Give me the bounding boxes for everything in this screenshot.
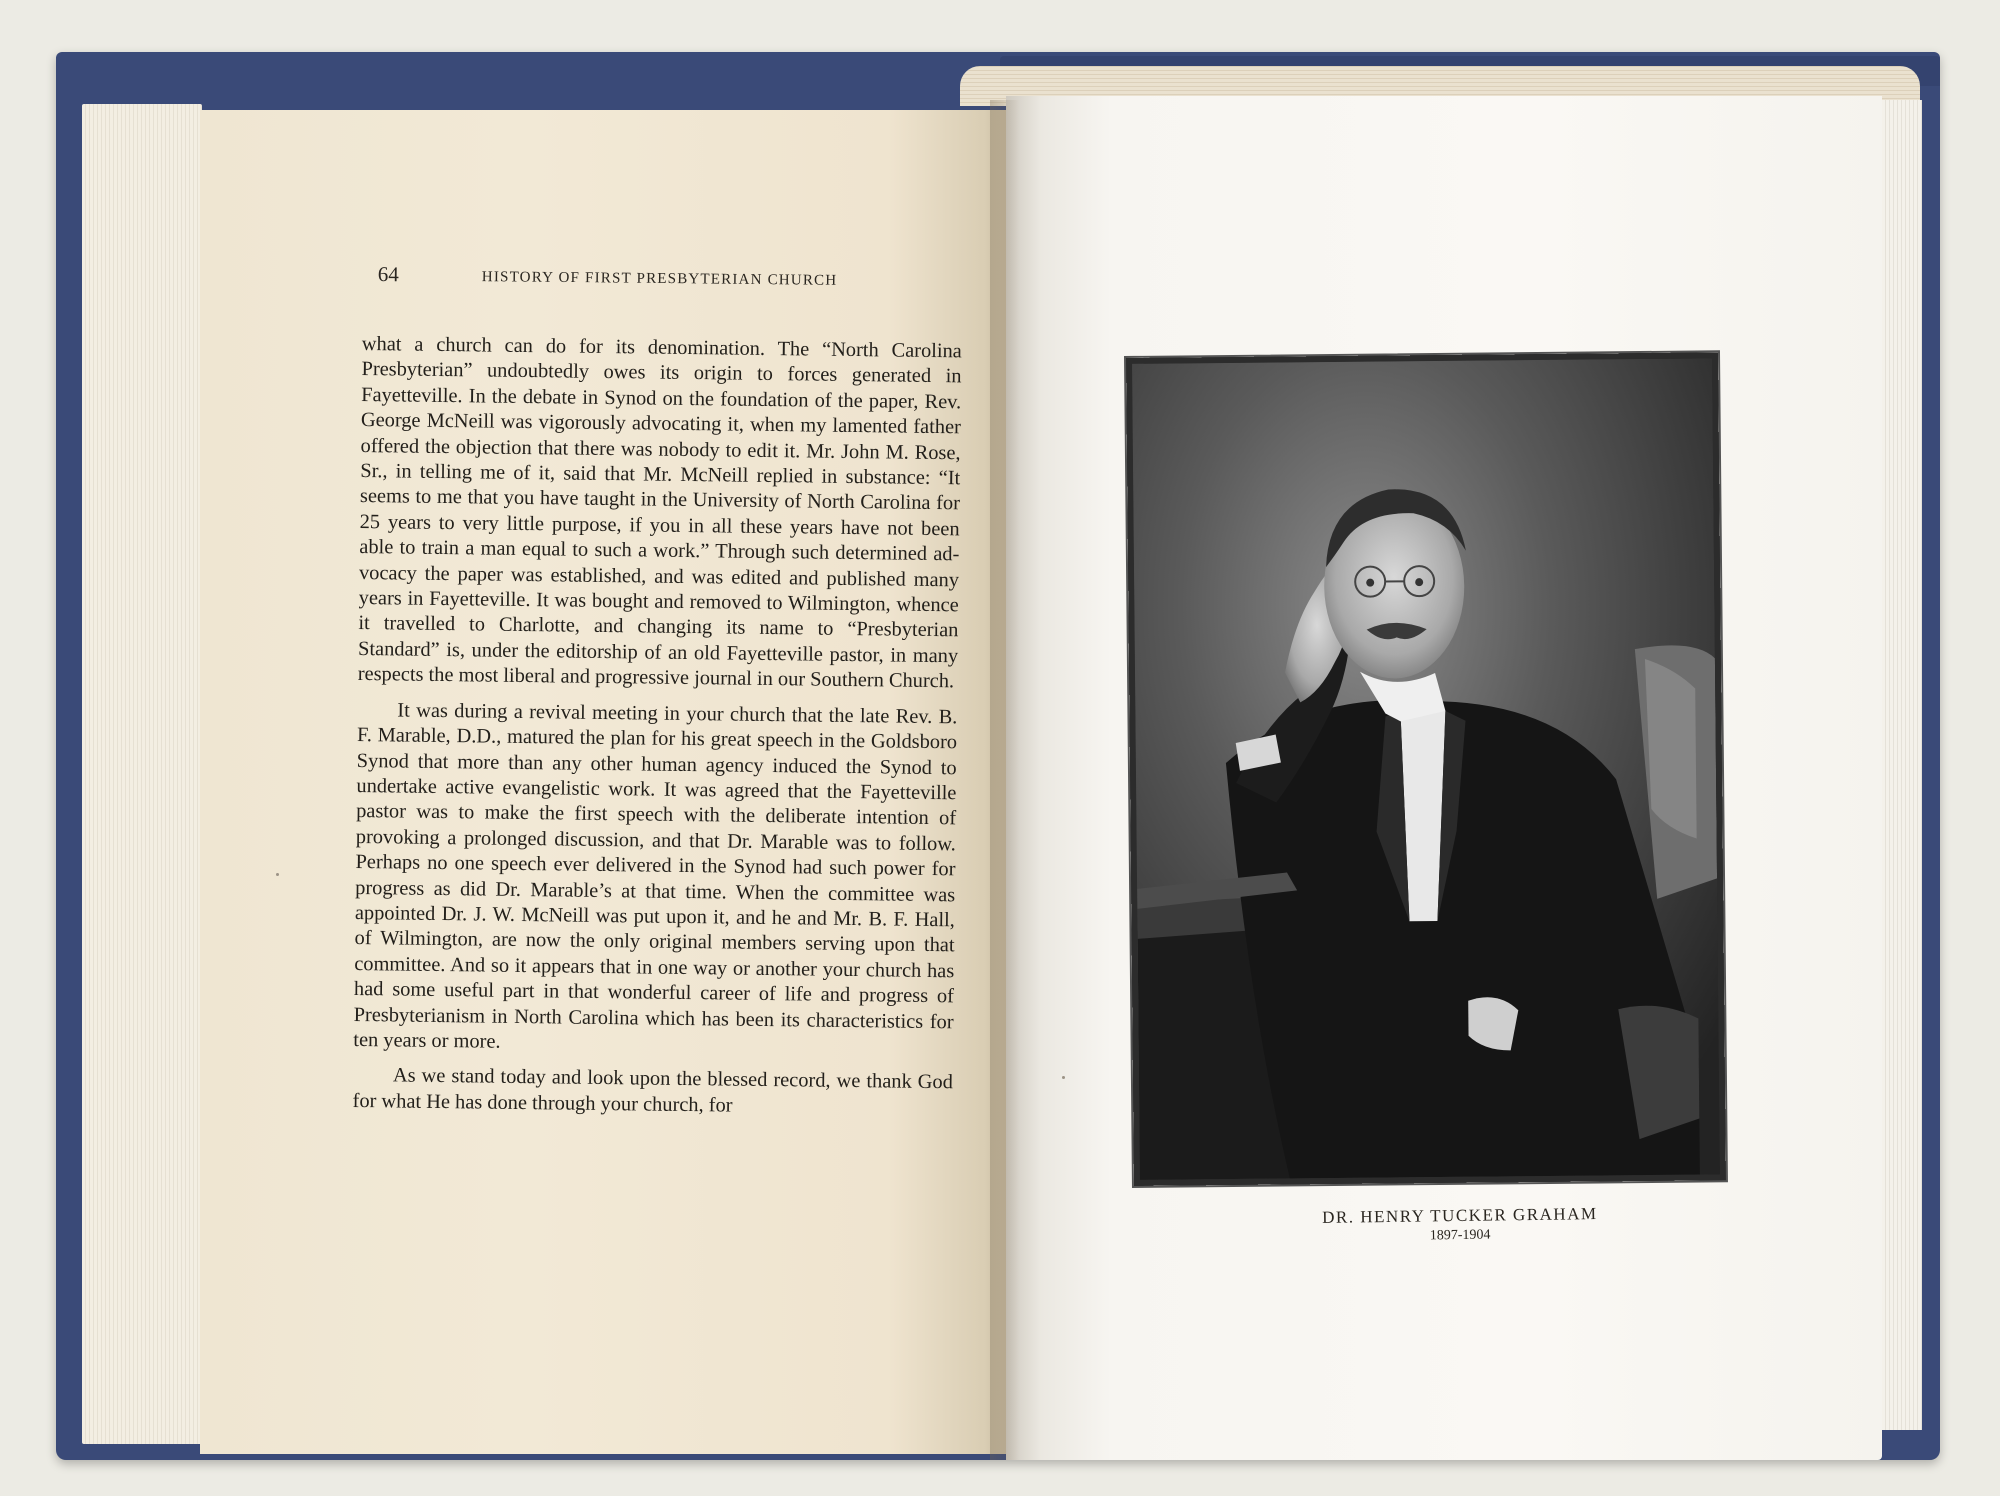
caption-years: 1897-1904	[1429, 1227, 1491, 1244]
paragraph-1: what a church can do for its denomination. The “North Carolina Presbyterian” undoubtedly owes its origin to forces generated in Fayetteville. In the debate in Synod on the foundation of the paper, Rev. George McNeill was vigorously advocating it, when my lamented father offered the objection that there was nobody to edit it. Mr. John M. Rose, Sr., in telling me of it, said that Mr. McNeill replied in substance: “It seems to me that you have taught in the University of North Carolina for 25 years to very little purpose, if you in all these years have not been able to train a man equal to such a work.” Through such determined advocacy the paper was established, and was edited and published many years in Fayetteville. It was bought and removed to Wilmington, whence it travelled to Charlotte, and changing its name to “Presbyterian Standard” is, under the editorship of an old Fayetteville pastor, in many respects the most liberal and progressive journal in our Southern Church.	[357, 332, 962, 693]
paper-fleck	[276, 873, 279, 876]
portrait-caption	[1240, 1203, 1680, 1247]
portrait-frame	[1124, 350, 1728, 1188]
body-text	[352, 332, 962, 1131]
portrait-illustration	[1132, 358, 1720, 1180]
spine-shadow	[990, 100, 1020, 1460]
paper-fleck	[1062, 1076, 1065, 1079]
page-edges-left	[82, 104, 202, 1444]
portrait-photo	[1132, 358, 1720, 1180]
caption-name: DR. HENRY TUCKER GRAHAM	[1322, 1204, 1598, 1227]
header-title: HISTORY OF FIRST PRESBYTERIAN CHURCH	[481, 269, 838, 289]
paragraph-3: As we stand today and look upon the blessed record, we thank God for what He has done through your church, for	[352, 1064, 954, 1117]
paragraph-2: It was during a revival meeting in your church that the late Rev. B. F. Marable, D.D., matured the plan for his great speech in the Goldsboro Synod that more than any other human agency induced the Synod to undertake active evangelistic work. It was agreed that the Fayetteville pastor was to make the first speech with the deliberate intention of provoking a prolonged discussion, and that Dr. Marable was to follow. Perhaps no one speech ever delivered in the Synod had such power for progress as did Dr. Marable’s at that time. When the committee was appointed Dr. J. W. McNeill was put upon it, and he and Mr. B. F. Hall, of Wilmington, are now the only original members serving upon that committee. And so it appears that in one way or another your church has had some useful part in that wonderful career of life and progress of Presbyterianism in North Carolina which has been its characteristics for ten years or more.	[353, 699, 958, 1053]
running-head	[378, 262, 908, 300]
page-number: 64	[377, 262, 399, 287]
